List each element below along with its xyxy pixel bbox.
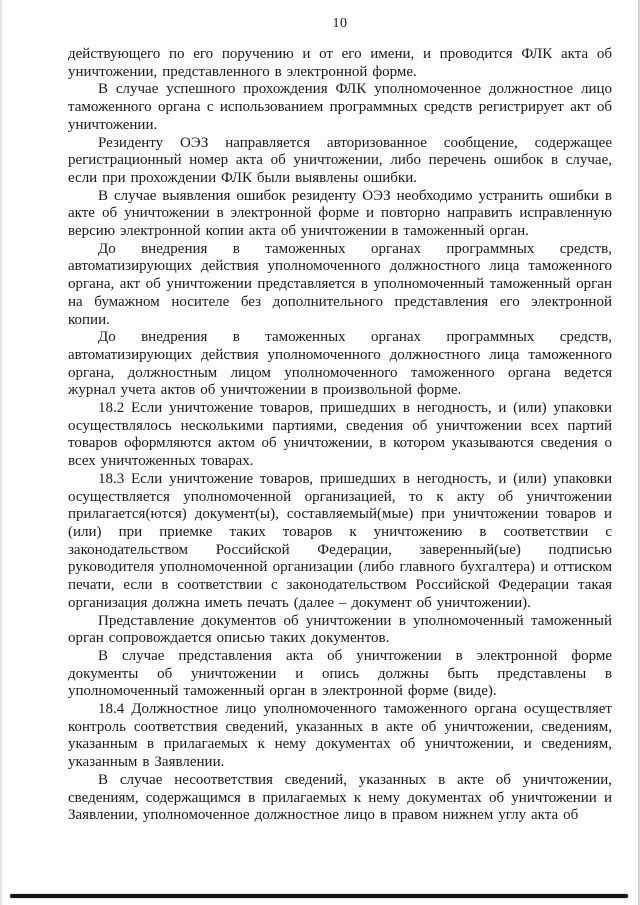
- paragraph-18-4: 18.4 Должностное лицо уполномоченного таможенного органа осуществляет контроль соответствия сведений, указанных в акте об уничтожении, сведениям, указанным в прилагаемых к нему документах об уничтожении, и сведениям, указанным в Заявлении.: [68, 701, 612, 771]
- paragraph-18-2: 18.2 Если уничтожение товаров, пришедших в негодность, и (или) упаковки осуществлялось несколькими партиями, сведения об уничтожении всех партий товаров оформляются актом об уничтожении, в котором указываются сведения о всех уничтоженных товарах.: [68, 400, 612, 470]
- paragraph: В случае выявления ошибок резиденту ОЭЗ необходимо устранить ошибки в акте об уничтожении в электронной форме и повторно направить исправленную версию электронной копии акта об уничтожении в таможенный орган.: [68, 187, 612, 240]
- paragraph: В случае успешного прохождения ФЛК уполномоченное должностное лицо таможенного органа с использованием программных средств регистрирует акт об уничтожении.: [68, 81, 612, 133]
- paragraph: До внедрения в таможенных органах программных средств, автоматизирующих действия уполномоченного должностного лица таможенного органа, акт об уничтожении представляется в уполномоченный таможенный орган на бумажном носителе без дополнительного представления его электронной копии.: [68, 240, 612, 328]
- paragraph: До внедрения в таможенных органах программных средств, автоматизирующих действия уполномоченного должностного лица таможенного органа, должностным лицом уполномоченного таможенного органа ведется журнал учета актов об уничтожении в произвольной форме.: [68, 329, 612, 399]
- paragraph: Резиденту ОЭЗ направляется авторизованное сообщение, содержащее регистрационный номер акта об уничтожении, либо перечень ошибок в случае, если при прохождении ФЛК были выявлены ошибки.: [68, 134, 612, 186]
- paragraph: Представление документов об уничтожении в уполномоченный таможенный орган сопровождается описью таких документов.: [68, 612, 612, 647]
- paragraph: действующего по его поручению и от его имени, и проводится ФЛК акта об уничтожении, представленного в электронной форме.: [68, 46, 612, 80]
- paragraph-18-3: 18.3 Если уничтожение товаров, пришедших в негодность, и (или) упаковки осуществляется уполномоченной организацией, то к акту об уничтожении прилагается(ются) документ(ы), составляемый(мые) при уничтожении товаров и (или) при приемке таких товаров к уничтожению в соответствии с законодательством Российской Федерации, заверенный(ые) подписью руководителя уполномоченной организации (либо главного бухгалтера) и оттиском печати, если в соответствии с законодательством Российской Федерации такая организация должна иметь печать (далее – документ об уничтожении).: [68, 470, 612, 611]
- paragraph: В случае представления акта об уничтожении в электронной форме документы об уничтожении и опись должны быть представлены в уполномоченный таможенный орган в электронной форме (виде).: [68, 647, 612, 700]
- paragraph: В случае несоответствия сведений, указанных в акте об уничтожении, сведениям, содержащимся в прилагаемых к нему документах об уничтожении и Заявлении, уполномоченное должностное лицо в правом нижнем углу акта об: [68, 771, 612, 824]
- scan-bottom-line-artifact: [10, 894, 628, 898]
- scan-edge-left-artifact: [0, 0, 2, 905]
- page-number: 10: [332, 16, 348, 31]
